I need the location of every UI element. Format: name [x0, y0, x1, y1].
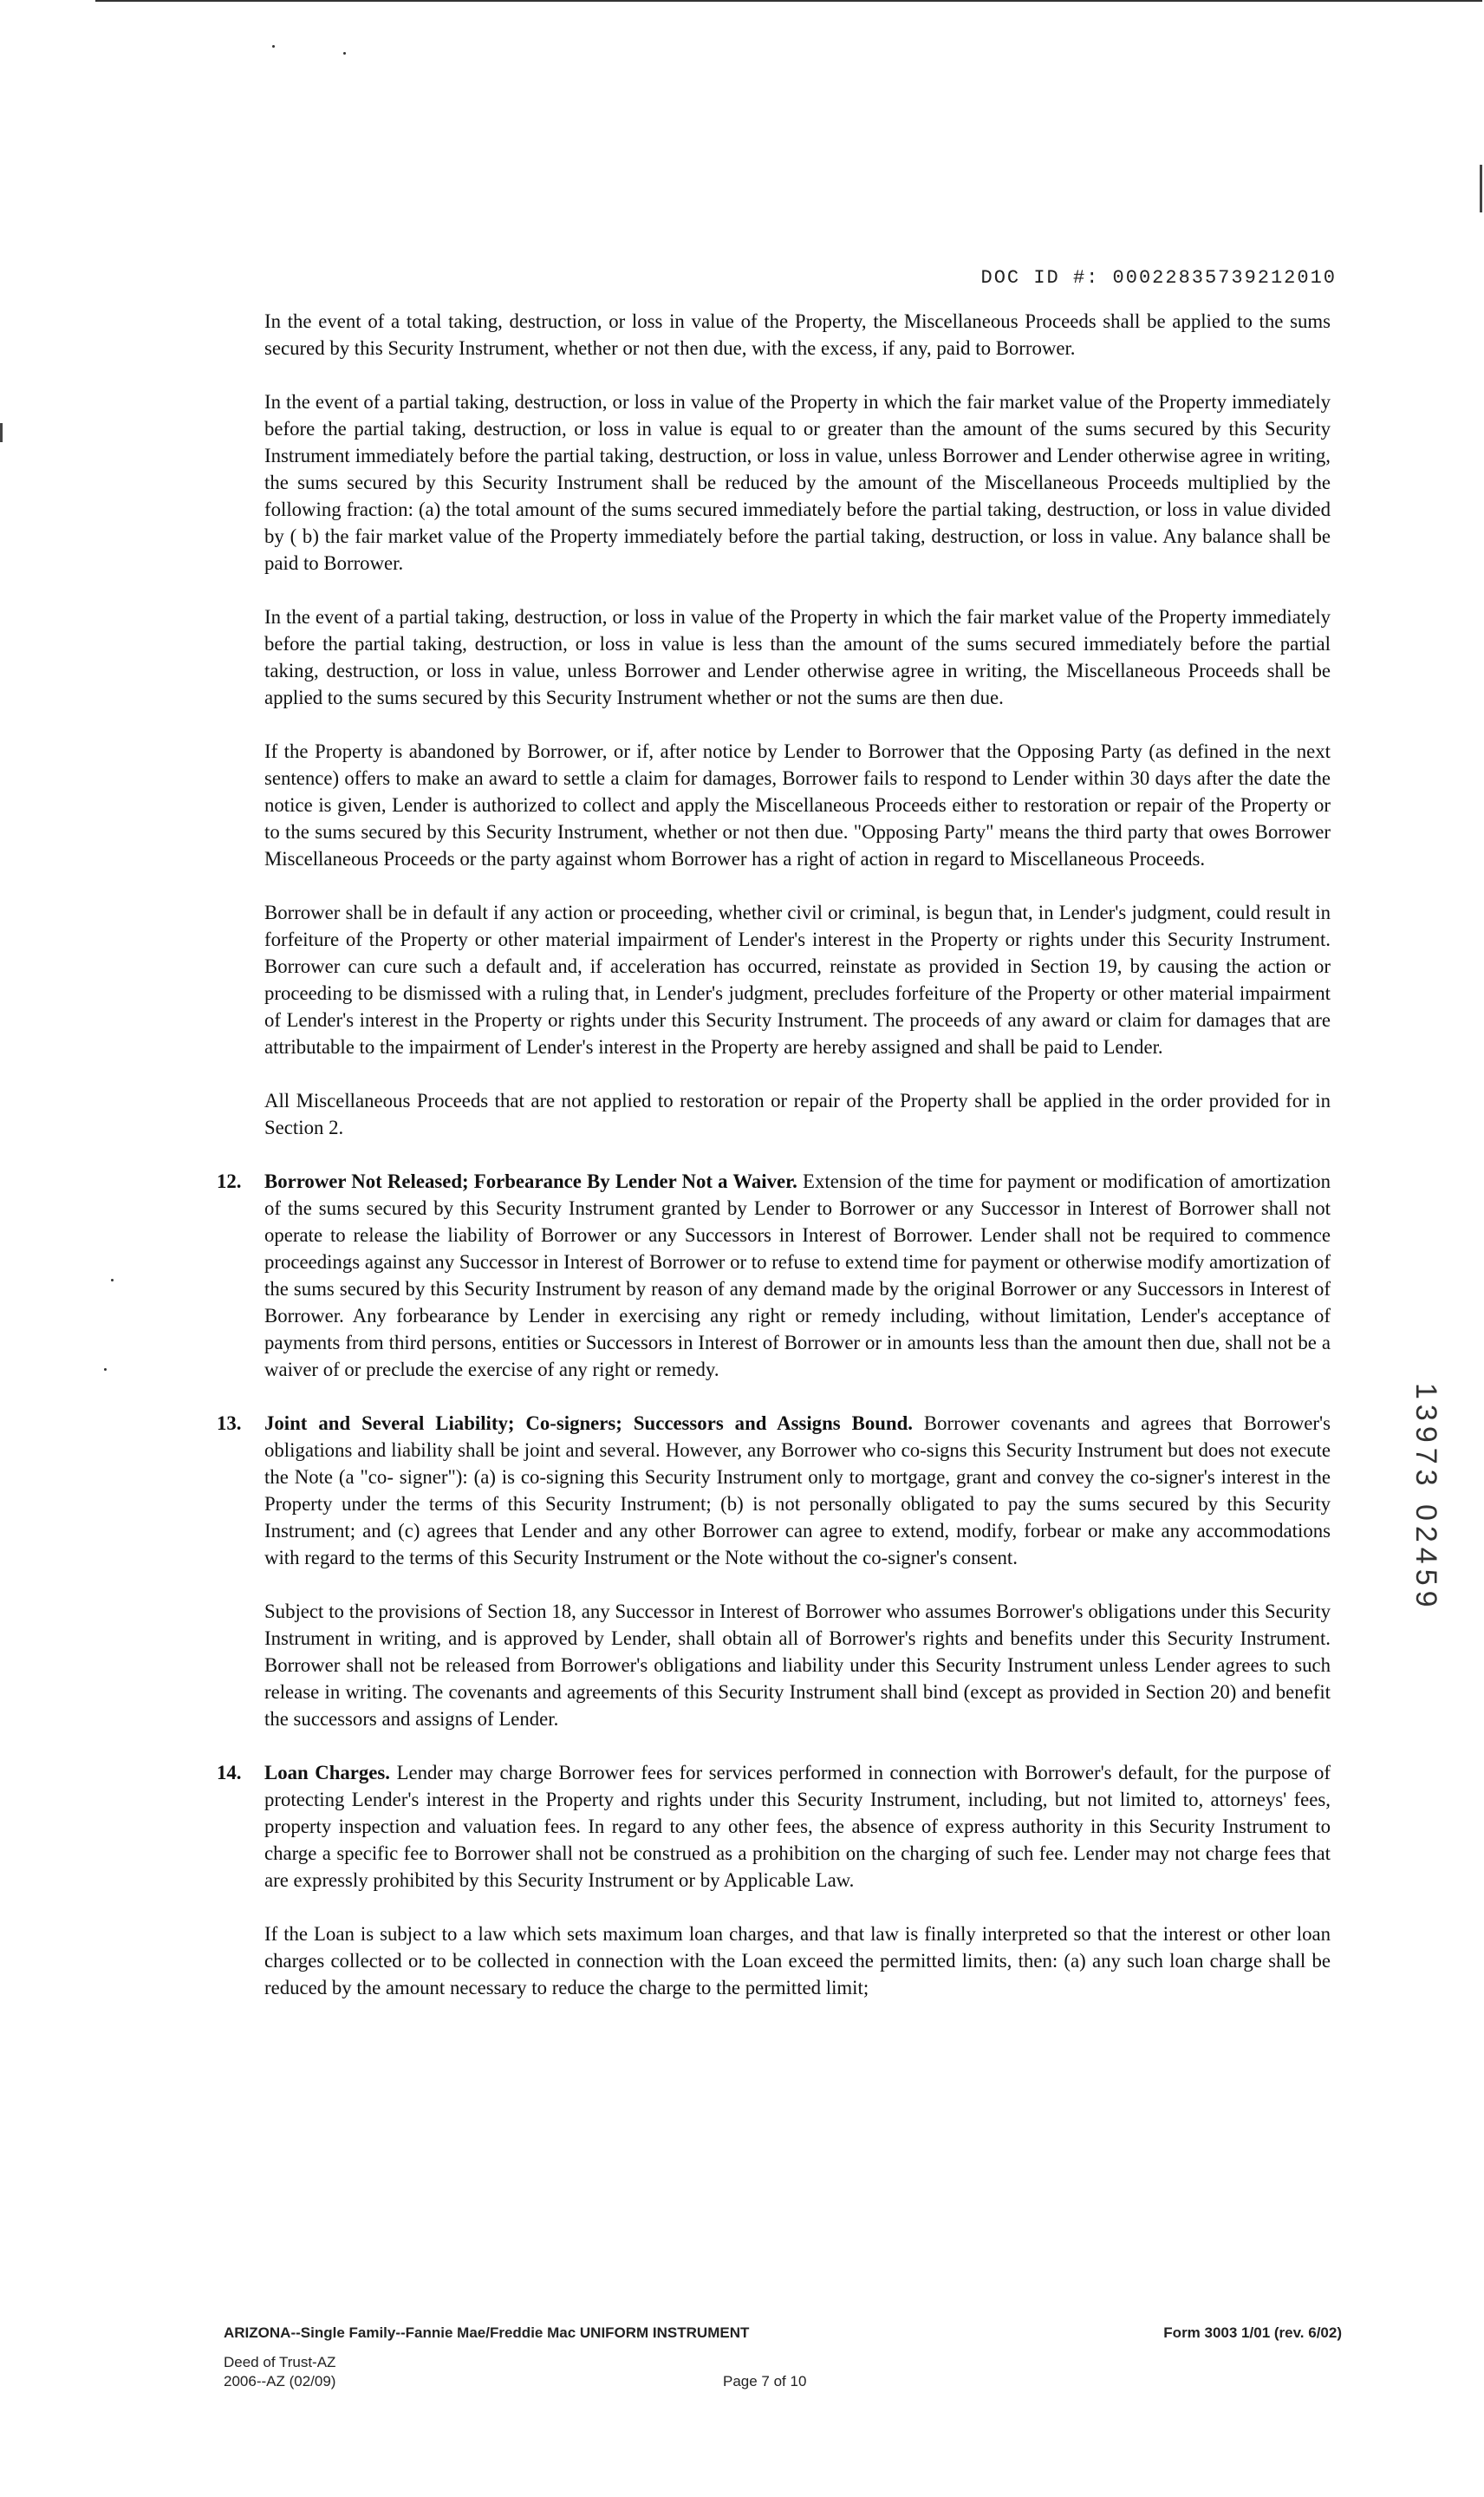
recording-stamp: 13973 02459	[1409, 1383, 1442, 1613]
paragraph-partial-taking-greater: In the event of a partial taking, destruction, or loss in value of the Property in which the fair market value of the Property immediately before the partial taking, destruction, or loss in value is equal to or greater than the amount of the sums secured by this Security Instrument immediately before the partial taking, destruction, or loss in value, unless Borrower and Lender otherwise agree in writing, the sums secured by this Security Instrument shall be reduced by the amount of the Miscellaneous Proceeds multiplied by the following fraction: (a) the total amount of the sums secured immediately before the partial taking, destruction, or loss in value divided by ( b) the fair market value of the Property immediately before the partial taking, destruction, or loss in value. Any balance shall be paid to Borrower.	[264, 391, 1331, 574]
footer-page: Page 7 of 10	[723, 2373, 807, 2389]
paragraph-maximum-loan-charges: If the Loan is subject to a law which sets maximum loan charges, and that law is finally interpreted so that the interest or other loan charges collected or to be collected in connection with the Loan exceed the permitted limits, then: (a) any such loan charge shall be reduced by the amount necessary to reduce the charge to the permitted limit;	[264, 1923, 1331, 1998]
scan-edge-mark	[0, 423, 3, 442]
paragraph-total-taking: In the event of a total taking, destruction, or loss in value of the Property, the Miscellaneous Proceeds shall be applied to the sums secured by this Security Instrument, whether or not then due, with the excess, if any, paid to Borrower.	[264, 310, 1331, 359]
paragraph-partial-taking-less: In the event of a partial taking, destruction, or loss in value of the Property in which the fair market value of the Property immediately before the partial taking, destruction, or loss in value is less than the amount of the sums secured immediately before the partial taking, destruction, or loss in value, unless Borrower and Lender otherwise agree in writing, the Miscellaneous Proceeds shall be applied to the sums secured by this Security Instrument whether or not the sums are then due.	[264, 606, 1331, 708]
document-body	[217, 308, 1331, 2001]
section-14	[217, 1759, 1331, 1894]
paragraph-successors: Subject to the provisions of Section 18, any Successor in Interest of Borrower who assumes Borrower's obligations under this Security Instrument in writing, and is approved by Lender, shall obtain all of Borrower's rights and benefits under this Security Instrument. Borrower shall not be released from Borrower's obligations and liability under this Security Instrument unless Lender agrees to such release in writing. The covenants and agreements of this Security Instrument shall bind (except as provided in Section 20) and benefit the successors and assigns of Lender.	[264, 1601, 1331, 1730]
scan-speck	[104, 1368, 107, 1371]
section-text	[264, 1410, 1331, 1571]
scan-top-border	[95, 0, 1482, 2]
section-text	[264, 1168, 1331, 1383]
footer-form: Form 3003 1/01 (rev. 6/02)	[1163, 2324, 1342, 2341]
section-body: Borrower covenants and agrees that Borrower's obligations and liability shall be joint and several. However, any Borrower who co-signs this Security Instrument but does not execute the Note (a "co- signer"): (a) is co-signing this Security Instrument only to mortgage, grant and convey the co-signer's interest in the Property under the terms of this Security Instrument; (b) is not personally obligated to pay the sums secured by this Security Instrument; and (c) agrees that Lender and any other Borrower can agree to extend, modify, forbear or make any accommodations with regard to the terms of this Security Instrument or the Note without the co-signer's consent.	[264, 1412, 1331, 1568]
footer-deed: Deed of Trust-AZ	[224, 2354, 336, 2370]
scan-speck	[343, 52, 346, 55]
section-number: 13.	[217, 1412, 242, 1434]
section-text	[264, 1759, 1331, 1894]
section-body: Extension of the time for payment or modification of amortization of the sums secured by this Security Instrument granted by Lender to Borrower or any Successor in Interest of Borrower shall not operate to release the liability of Borrower or any Successors in Interest of Borrower. Lender shall not be required to commence proceedings against any Successor in Interest of Borrower or to refuse to extend time for payment or otherwise modify amortization of the sums secured by this Security Instrument by reason of any demand made by the original Borrower or any Successors in Interest of Borrower. Any forbearance by Lender in exercising any right or remedy including, without limitation, Lender's acceptance of payments from third persons, entities or Successors in Interest of Borrower or in amounts less than the amount then due, shall not be a waiver of or preclude the exercise of any right or remedy.	[264, 1170, 1331, 1380]
scan-speck	[272, 45, 275, 48]
section-13	[217, 1410, 1331, 1571]
section-heading: Loan Charges.	[264, 1762, 390, 1783]
section-number: 14.	[217, 1762, 242, 1783]
footer	[224, 2324, 1342, 2392]
section-heading: Borrower Not Released; Forbearance By Lender Not a Waiver.	[264, 1170, 797, 1192]
section-heading: Joint and Several Liability; Co-signers; Successors and Assigns Bound.	[264, 1412, 913, 1434]
doc-id: DOC ID #: 00022835739212010	[980, 267, 1337, 289]
section-body: Lender may charge Borrower fees for services performed in connection with Borrower's default, for the purpose of protecting Lender's interest in the Property and rights under this Security Instrument, including, but not limited to, attorneys' fees, property inspection and valuation fees. In regard to any other fees, the absence of express authority in this Security Instrument to charge a specific fee to Borrower shall not be construed as a prohibition on the charging of such fee. Lender may not charge fees that are expressly prohibited by this Security Instrument or by Applicable Law.	[264, 1762, 1331, 1891]
paragraph-miscellaneous-proceeds: All Miscellaneous Proceeds that are not applied to restoration or repair of the Property shall be applied in the order provided for in Section 2.	[264, 1090, 1331, 1138]
scan-edge-mark	[1480, 165, 1482, 212]
footer-code: 2006--AZ (02/09)	[224, 2373, 336, 2389]
section-number: 12.	[217, 1170, 242, 1192]
footer-instrument: ARIZONA--Single Family--Fannie Mae/Freddie Mac UNIFORM INSTRUMENT	[224, 2324, 750, 2341]
paragraph-borrower-default: Borrower shall be in default if any action or proceeding, whether civil or criminal, is begun that, in Lender's judgment, could result in forfeiture of the Property or other material impairment of Lender's interest in the Property or rights under this Security Instrument. Borrower can cure such a default and, if acceleration has occurred, reinstate as provided in Section 19, by causing the action or proceeding to be dismissed with a ruling that, in Lender's judgment, precludes forfeiture of the Property or other material impairment of Lender's interest in the Property or rights under this Security Instrument. The proceeds of any award or claim for damages that are attributable to the impairment of Lender's interest in the Property are hereby assigned and shall be paid to Lender.	[264, 902, 1331, 1058]
paragraph-abandoned-property: If the Property is abandoned by Borrower, or if, after notice by Lender to Borrower that the Opposing Party (as defined in the next sentence) offers to make an award to settle a claim for damages, Borrower fails to respond to Lender within 30 days after the date the notice is given, Lender is authorized to collect and apply the Miscellaneous Proceeds either to restoration or repair of the Property or to the sums secured by this Security Instrument, whether or not then due. "Opposing Party" means the third party that owes Borrower Miscellaneous Proceeds or the party against whom Borrower has a right of action in regard to Miscellaneous Proceeds.	[264, 740, 1331, 870]
scan-speck	[111, 1279, 114, 1281]
section-12	[217, 1168, 1331, 1383]
